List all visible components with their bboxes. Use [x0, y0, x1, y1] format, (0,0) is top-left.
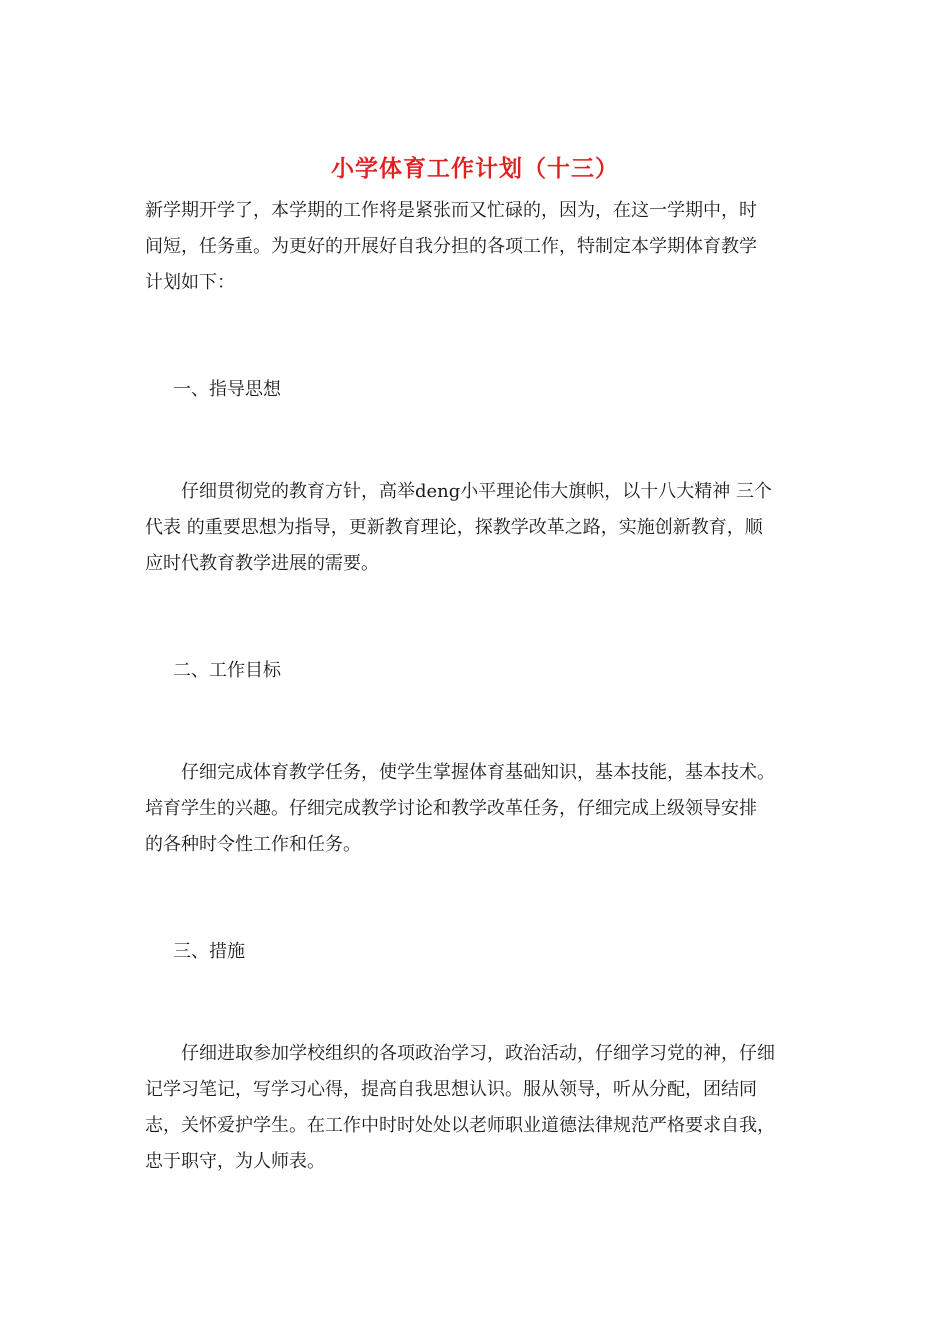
section-heading-guiding-ideology: 一、指导思想: [173, 379, 281, 400]
document-title: 小学体育工作计划（十三）: [331, 155, 619, 182]
section2-line: 的各种时令性工作和任务。: [145, 834, 361, 855]
intro-line: 计划如下：: [145, 272, 235, 293]
intro-line: 新学期开学了，本学期的工作将是紧张而又忙碌的，因为，在这一学期中，时: [145, 200, 757, 221]
intro-line: 间短，任务重。为更好的开展好自我分担的各项工作，特制定本学期体育教学: [145, 236, 757, 257]
section3-paragraph: [145, 1036, 807, 1180]
section1-paragraph: [145, 474, 807, 582]
section3-line: 记学习笔记，写学习心得，提高自我思想认识。服从领导，听从分配，团结同: [145, 1079, 757, 1100]
section1-line: 代表 的重要思想为指导，更新教育理论，探教学改革之路，实施创新教育，顺: [145, 517, 763, 538]
section-heading-measures: 三、措施: [173, 941, 245, 962]
section3-line: 仔细进取参加学校组织的各项政治学习，政治活动，仔细学习党的神，仔细: [145, 1043, 775, 1064]
section2-paragraph: [145, 755, 807, 863]
section1-line: 应时代教育教学进展的需要。: [145, 553, 379, 574]
section2-line: 培育学生的兴趣。仔细完成教学讨论和教学改革任务，仔细完成上级领导安排: [145, 798, 757, 819]
section-heading-work-goals: 二、工作目标: [173, 660, 281, 681]
section2-line: 仔细完成体育教学任务，使学生掌握体育基础知识，基本技能，基本技术。: [145, 762, 775, 783]
section3-line: 志，关怀爱护学生。在工作中时时处处以老师职业道德法律规范严格要求自我，: [145, 1115, 775, 1136]
intro-paragraph: [145, 193, 807, 301]
section1-line: 仔细贯彻党的教育方针，高举deng小平理论伟大旗帜，以十八大精神 三个: [145, 481, 773, 502]
section3-line: 忠于职守，为人师表。: [145, 1151, 325, 1172]
